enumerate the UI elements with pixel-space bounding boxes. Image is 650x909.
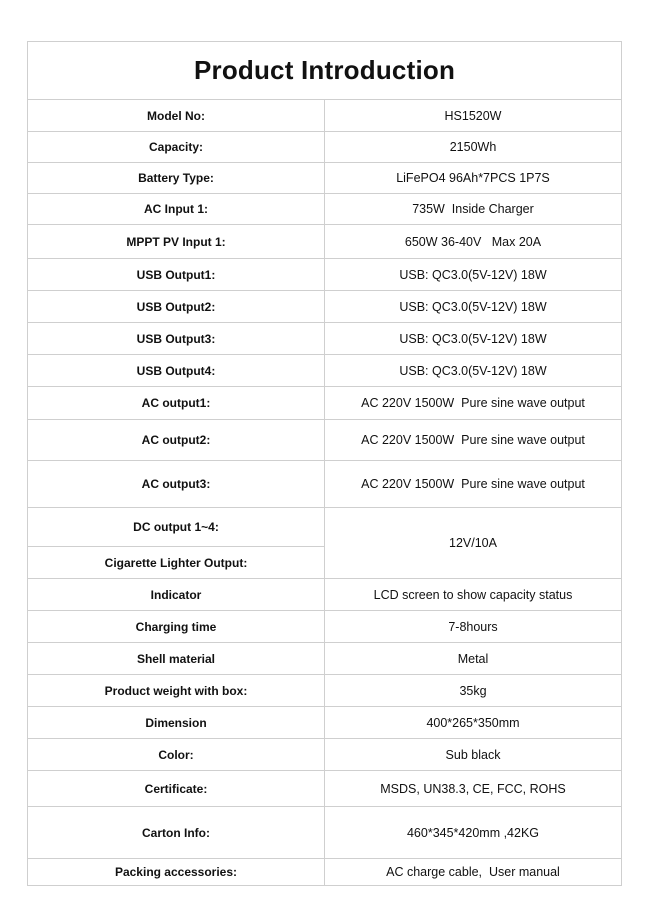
table-row bbox=[28, 194, 622, 225]
table-row bbox=[28, 461, 622, 508]
table-row bbox=[28, 323, 622, 355]
product-spec-sheet bbox=[27, 41, 622, 886]
spec-value: LiFePO4 96Ah*7PCS 1P7S bbox=[325, 163, 622, 194]
spec-label: USB Output4: bbox=[28, 355, 325, 387]
table-row bbox=[28, 579, 622, 611]
spec-value: AC 220V 1500W Pure sine wave output bbox=[325, 387, 622, 420]
spec-label: Model No: bbox=[28, 100, 325, 132]
spec-label: USB Output1: bbox=[28, 259, 325, 291]
spec-label: DC output 1~4: bbox=[28, 508, 325, 547]
spec-label: Packing accessories: bbox=[28, 859, 325, 886]
spec-value: AC 220V 1500W Pure sine wave output bbox=[325, 420, 622, 461]
spec-value: Metal bbox=[325, 643, 622, 675]
spec-value: 400*265*350mm bbox=[325, 707, 622, 739]
spec-value: HS1520W bbox=[325, 100, 622, 132]
table-row bbox=[28, 355, 622, 387]
table-row bbox=[28, 259, 622, 291]
table-row bbox=[28, 611, 622, 643]
spec-value: 35kg bbox=[325, 675, 622, 707]
spec-label: Carton Info: bbox=[28, 807, 325, 859]
spec-label: Shell material bbox=[28, 643, 325, 675]
spec-value: 7-8hours bbox=[325, 611, 622, 643]
spec-label: AC output2: bbox=[28, 420, 325, 461]
spec-value: AC 220V 1500W Pure sine wave output bbox=[325, 461, 622, 508]
spec-label: AC output3: bbox=[28, 461, 325, 508]
spec-label: USB Output3: bbox=[28, 323, 325, 355]
spec-label: Capacity: bbox=[28, 132, 325, 163]
spec-value: LCD screen to show capacity status bbox=[325, 579, 622, 611]
spec-label: AC output1: bbox=[28, 387, 325, 420]
table-row bbox=[28, 132, 622, 163]
spec-value: 735W Inside Charger bbox=[325, 194, 622, 225]
table-row bbox=[28, 675, 622, 707]
spec-value: 650W 36-40V Max 20A bbox=[325, 225, 622, 259]
table-row bbox=[28, 163, 622, 194]
table-row bbox=[28, 771, 622, 807]
spec-value: 460*345*420mm ,42KG bbox=[325, 807, 622, 859]
spec-value: 12V/10A bbox=[325, 508, 622, 579]
table-row bbox=[28, 707, 622, 739]
spec-label: Charging time bbox=[28, 611, 325, 643]
spec-label: AC Input 1: bbox=[28, 194, 325, 225]
spec-label: MPPT PV Input 1: bbox=[28, 225, 325, 259]
spec-label: Color: bbox=[28, 739, 325, 771]
table-row bbox=[28, 739, 622, 771]
spec-value: USB: QC3.0(5V-12V) 18W bbox=[325, 291, 622, 323]
table-row bbox=[28, 859, 622, 886]
table-row bbox=[28, 100, 622, 132]
table-row bbox=[28, 643, 622, 675]
spec-label: Battery Type: bbox=[28, 163, 325, 194]
spec-value: USB: QC3.0(5V-12V) 18W bbox=[325, 323, 622, 355]
table-row bbox=[28, 508, 622, 547]
table-row bbox=[28, 807, 622, 859]
spec-label: Dimension bbox=[28, 707, 325, 739]
table-row bbox=[28, 420, 622, 461]
spec-value: USB: QC3.0(5V-12V) 18W bbox=[325, 355, 622, 387]
table-row bbox=[28, 291, 622, 323]
table-title: Product Introduction bbox=[28, 42, 622, 100]
spec-label: Indicator bbox=[28, 579, 325, 611]
spec-value: 2150Wh bbox=[325, 132, 622, 163]
table-row bbox=[28, 387, 622, 420]
spec-value: AC charge cable, User manual bbox=[325, 859, 622, 886]
title-row bbox=[28, 42, 622, 100]
spec-table bbox=[27, 41, 622, 886]
spec-value: USB: QC3.0(5V-12V) 18W bbox=[325, 259, 622, 291]
spec-label: USB Output2: bbox=[28, 291, 325, 323]
spec-value: MSDS, UN38.3, CE, FCC, ROHS bbox=[325, 771, 622, 807]
spec-label: Cigarette Lighter Output: bbox=[28, 547, 325, 579]
table-row bbox=[28, 225, 622, 259]
spec-label: Product weight with box: bbox=[28, 675, 325, 707]
spec-value: Sub black bbox=[325, 739, 622, 771]
spec-label: Certificate: bbox=[28, 771, 325, 807]
